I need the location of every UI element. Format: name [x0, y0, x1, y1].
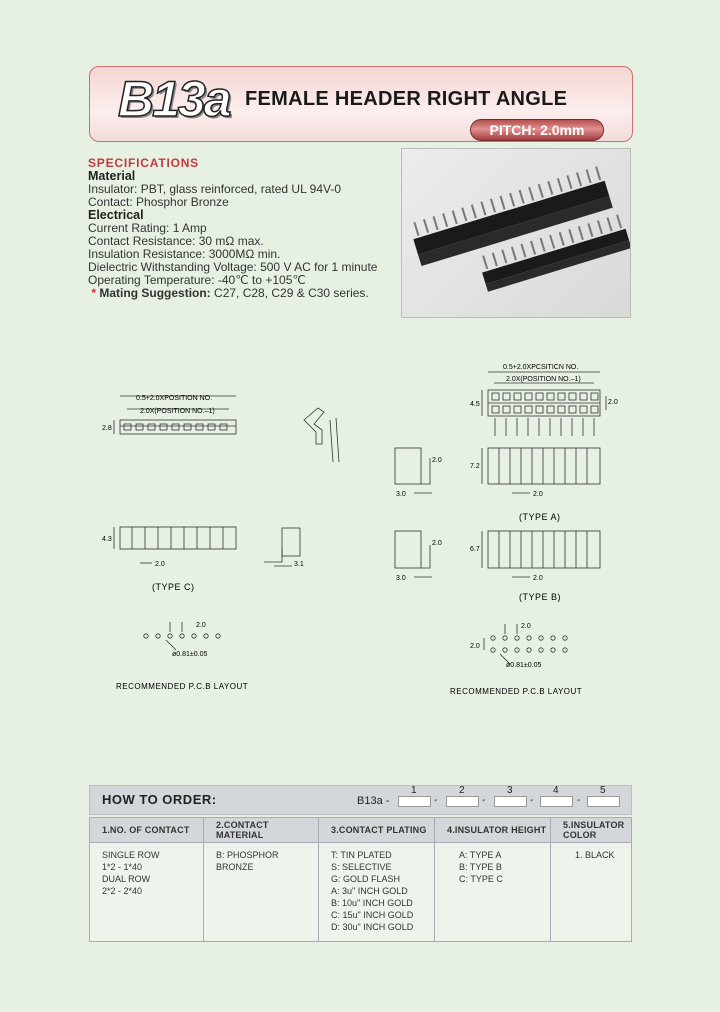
mating-label: Mating Suggestion: [99, 286, 211, 300]
type-a-height: 7.2 [470, 463, 480, 470]
material-heading: Material [88, 169, 136, 183]
single-top-body [120, 420, 236, 434]
type-b-side-body [395, 531, 421, 568]
dual-hole-pitch-x: 2.0 [521, 623, 531, 630]
single-pitch: 2.0 [155, 561, 165, 568]
dual-hole-diameter: ø0.81±0.05 [506, 662, 542, 669]
order-header-height: 4.INSULATOR HEIGHT [435, 818, 551, 843]
order-code-box-4 [540, 796, 573, 807]
type-b-label: (TYPE B) [519, 592, 562, 602]
order-cell-plating: T: TIN PLATED S: SELECTIVE G: GOLD FLASH A: 3u" INCH GOLD B: 10u" INCH GOLD C: 15u" INCH GOLD D: 30u" INCH GOLD [319, 843, 435, 942]
spec-insulator: Insulator: PBT, glass reinforced, rated UL 94V-0 [88, 182, 342, 196]
type-a-pitch: 2.0 [533, 491, 543, 498]
dual-pcb-holes [491, 636, 567, 652]
type-a-side-width: 3.0 [396, 491, 406, 498]
order-cell-height: A: TYPE A B: TYPE B C: TYPE C [435, 843, 551, 942]
order-cell-contacts: SINGLE ROW 1*2 - 1*40 DUAL ROW 2*2 - 2*40 [90, 843, 204, 942]
dual-height-top: 4.5 [470, 401, 480, 408]
order-code-box-1 [398, 796, 431, 807]
spec-temperature: Operating Temperature: -40℃ to +105℃ [88, 273, 306, 287]
order-code-dash-4: - [577, 795, 581, 806]
single-dim-pitch: 2.0X(POSITION NO.–1) [140, 408, 215, 415]
product-title: FEMALE HEADER RIGHT ANGLE [245, 88, 568, 110]
order-cell-color: 1. BLACK [551, 843, 632, 942]
order-code-box-3 [494, 796, 527, 807]
order-header-material: 2.CONTACT MATERIAL [204, 818, 319, 843]
order-code-box-5 [587, 796, 620, 807]
single-front-body [120, 527, 236, 549]
dual-dim-total: 0.5+2.0XPCSITICN NO. [503, 364, 579, 371]
type-b-front-body [488, 531, 600, 568]
single-pcb-caption: RECOMMENDED P.C.B LAYOUT [116, 682, 249, 691]
order-code-dash-3: - [530, 795, 534, 806]
dual-pcb-caption: RECOMMENDED P.C.B LAYOUT [450, 687, 583, 696]
order-code-num-3: 3 [507, 785, 513, 796]
mating-star: * [91, 286, 97, 300]
spec-contact: Contact: Phosphor Bronze [88, 195, 229, 209]
spec-insulation: Insulation Resistance: 3000MΩ min. [88, 247, 281, 261]
order-code-box-2 [446, 796, 479, 807]
type-b-pitch: 2.0 [533, 575, 543, 582]
order-code-num-2: 2 [459, 785, 465, 796]
type-a-label: (TYPE A) [519, 512, 561, 522]
type-b-side-height: 2.0 [432, 540, 442, 547]
spec-dielectric: Dielectric Withstanding Voltage: 500 V AC for 1 minute [88, 260, 378, 274]
type-b-side-width: 3.0 [396, 575, 406, 582]
single-side-body [282, 528, 300, 556]
order-cell-material: B: PHOSPHOR BRONZE [204, 843, 319, 942]
order-code-num-1: 1 [411, 785, 417, 796]
type-a-side-height: 2.0 [432, 457, 442, 464]
single-dim-total: 0.5+2.0XPOSITION NO. [136, 395, 213, 402]
type-a-side-body [395, 448, 421, 484]
single-side-pin [304, 408, 324, 444]
dual-dim-pitch: 2.0X(POSITION NO.–1) [506, 376, 581, 383]
type-a-front-body [488, 448, 600, 484]
spec-current: Current Rating: 1 Amp [88, 221, 207, 235]
product-logo: B13a [118, 71, 230, 127]
single-side-width: 3.1 [294, 561, 304, 568]
single-height-front: 4.3 [102, 536, 112, 543]
single-hole-diameter: ø0.81±0.05 [172, 651, 208, 658]
order-header-color: 5.INSULATOR COLOR [551, 818, 632, 843]
specifications-heading: SPECIFICATIONS [88, 156, 199, 170]
order-header-contacts: 1.NO. OF CONTACT [90, 818, 204, 843]
single-pcb-holes [144, 634, 220, 638]
pitch-badge: PITCH: 2.0mm [470, 119, 604, 141]
order-code-dash-1: - [434, 795, 438, 806]
order-code-prefix: B13a - [357, 795, 390, 807]
order-code-dash-2: - [482, 795, 486, 806]
mating-value: C27, C28, C29 & C30 series. [210, 286, 369, 300]
order-code-num-4: 4 [553, 785, 559, 796]
order-title: HOW TO ORDER: [102, 792, 217, 807]
single-hole-pitch: 2.0 [196, 622, 206, 629]
dual-hole-pitch-y: 2.0 [470, 643, 480, 650]
order-table [89, 817, 632, 942]
order-code-num-5: 5 [600, 785, 606, 796]
type-b-height: 6.7 [470, 546, 480, 553]
electrical-heading: Electrical [88, 208, 144, 222]
single-height-top: 2.8 [102, 425, 112, 432]
order-header-plating: 3.CONTACT PLATING [319, 818, 435, 843]
spec-resistance: Contact Resistance: 30 mΩ max. [88, 234, 264, 248]
dual-width-right: 2.0 [608, 399, 618, 406]
type-c-label: (TYPE C) [152, 582, 195, 592]
